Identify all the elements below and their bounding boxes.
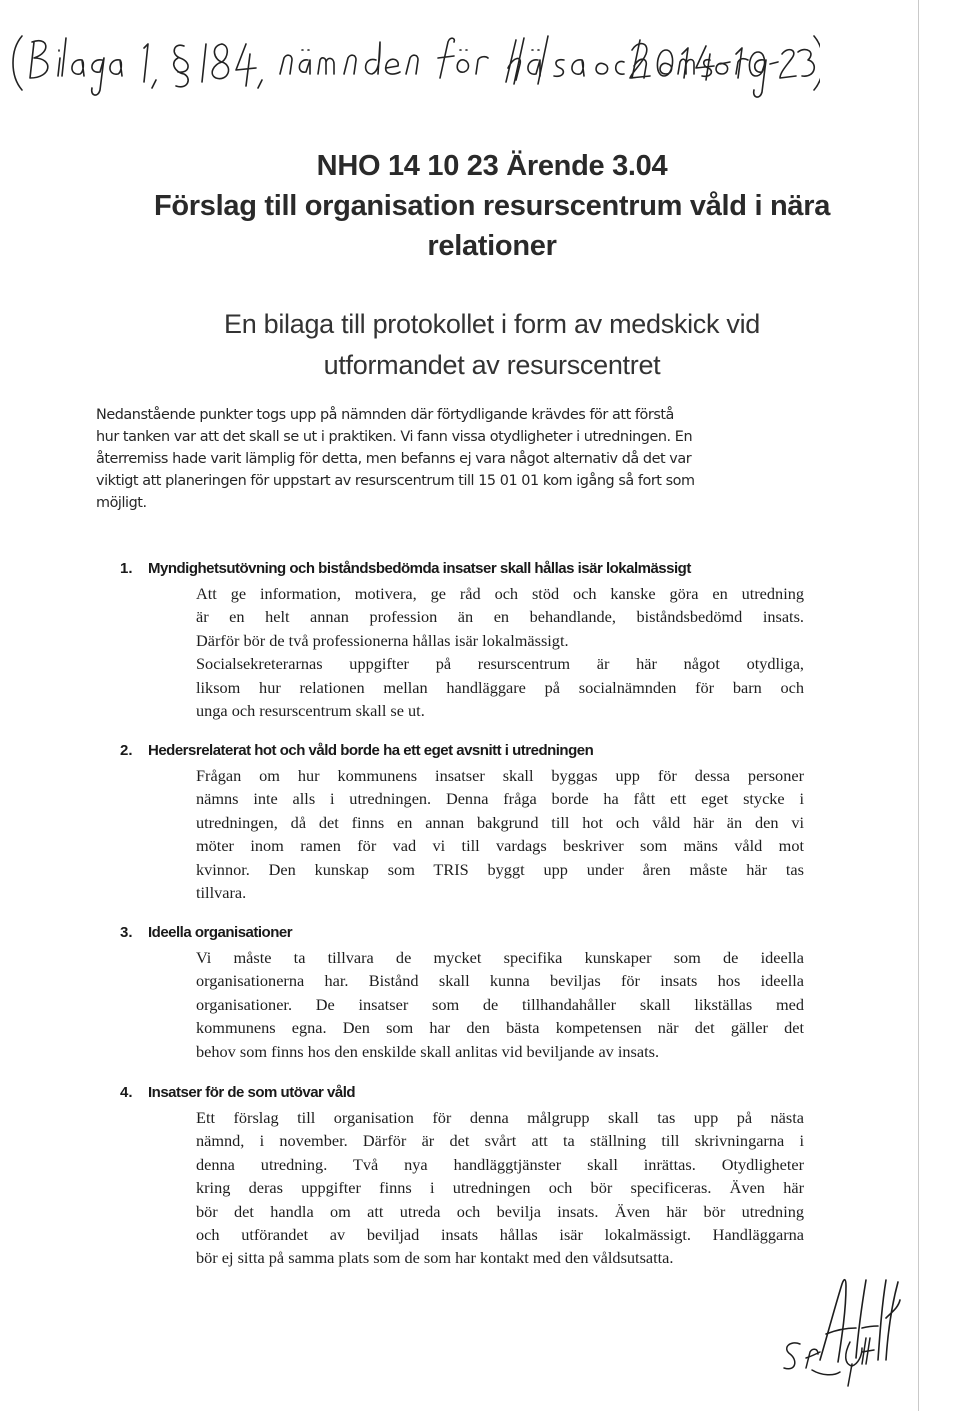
- section-body: [196, 1106, 804, 1270]
- intro-line: Nedanstående punkter togs upp på nämnden där förtydligande krävdes för att förstå: [96, 407, 674, 423]
- subtitle-line-2: utformandet av resurscentret: [323, 350, 661, 380]
- subtitle-line-1: En bilaga till protokollet i form av medskick vid: [223, 309, 761, 339]
- section-heading: Ideella organisationer: [148, 924, 293, 941]
- page-title-line-3: relationer: [427, 230, 557, 262]
- section-line: organisationer. De insatser som de tillhandahåller skall likställas med: [196, 994, 804, 1014]
- section-body: [196, 764, 804, 904]
- section-line: nämnd, i november. Därför är det svårt att ta ställning till skrivningarna i: [196, 1131, 804, 1151]
- section-line: organisationerna har. Bistånd skall kunna beviljas för insats hos ideella: [196, 971, 804, 991]
- section-body: [196, 582, 804, 722]
- subtitle-block: [92, 304, 892, 386]
- section-line: bör det handla om att utreda och bevilja insats. Även här bör utredning: [196, 1201, 804, 1221]
- section-number: 3.: [120, 924, 133, 941]
- intro-line: viktigt att planeringen för uppstart av resurscentrum till 15 01 01 kom igång så fort som: [96, 473, 695, 489]
- handwritten-initials: [778, 1334, 888, 1394]
- section-line: bör ej sitta på samma plats som de som har kontakt med den våldsutsatta.: [196, 1248, 674, 1268]
- handwritten-date: [620, 28, 820, 108]
- section-line: unga och resurscentrum skall se ut.: [196, 701, 425, 721]
- section-line: Vi måste ta tillvara de mycket specifika kunskaper som de ideella: [196, 948, 804, 967]
- intro-line: möjligt.: [96, 495, 147, 511]
- section-heading: Hedersrelaterat hot och våld borde ha ett eget avsnitt i utredningen: [148, 742, 594, 759]
- page-edge-line: [918, 0, 919, 1411]
- section-line: tillvara.: [196, 883, 247, 903]
- page-title-line-2: Förslag till organisation resurscentrum våld i nära: [153, 190, 831, 222]
- intro-paragraph: [96, 404, 816, 514]
- page-title-line-1: NHO 14 10 23 Ärende 3.04: [316, 150, 668, 182]
- section-line: Att ge information, motivera, ge råd och stöd och kanske göra en utredning: [196, 584, 804, 603]
- section-line: Därför bör de två professionerna hållas isär lokalmässigt.: [196, 630, 569, 650]
- section-line: möter inom ramen för vad vi till vardags beskriver som mäns våld mot: [196, 836, 804, 856]
- section-line: kring deras uppgifter finns i utredningen och bör specificeras. Även här: [196, 1178, 804, 1198]
- section-line: Ett förslag till organisation för denna målgrupp skall tas upp på nästa: [196, 1108, 804, 1127]
- section-line: kommunens egna. Den som har den bästa kompetensen när det gäller det: [196, 1018, 804, 1038]
- section-line: är en helt annan profession än en behandlande, biståndsbedömd insats.: [196, 607, 804, 627]
- intro-line: återremiss hade varit lämplig för detta, men befanns ej vara något alternativ då det var: [96, 451, 692, 467]
- section-line: Socialsekreterarnas uppgifter på resurscentrum är här något otydliga,: [196, 654, 804, 674]
- intro-line: hur tanken var att det skall se ut i praktiken. Vi fann vissa otydligheter i utredningen. En: [96, 429, 693, 445]
- section-line: kvinnor. Den kunskap som TRIS byggt upp under åren måste här tas: [196, 859, 804, 879]
- section-line: Frågan om hur kommunens insatser skall byggas upp för dessa personer: [196, 766, 804, 785]
- section-line: denna utredning. Två nya handläggtjänster skall inrättas. Otydligheter: [196, 1154, 804, 1174]
- section-line: nämns inte alls i utredningen. Denna fråga borde ha fått ett eget stycke i: [196, 789, 804, 809]
- section-heading: Insatser för de som utövar våld: [148, 1084, 356, 1101]
- section-line: behov som finns hos den enskilde skall anlitas vid beviljande av insats.: [196, 1041, 660, 1061]
- section-number: 2.: [120, 742, 133, 759]
- section-number: 1.: [120, 560, 133, 577]
- section-body: [196, 946, 804, 1063]
- section-line: liksom hur relationen mellan handläggare på socialnämnden för barn och: [196, 677, 804, 697]
- section-line: och utförandet av beviljad insats hållas isär lokalmässigt. Handläggarna: [196, 1225, 804, 1245]
- title-block: [92, 146, 892, 266]
- section-number: 4.: [120, 1084, 133, 1101]
- section-line: utredningen, då det finns en annan bakgrund till hot och våld här än den vi: [196, 812, 804, 832]
- section-heading: Myndighetsutövning och biståndsbedömda insatser skall hållas isär lokalmässigt: [148, 560, 691, 577]
